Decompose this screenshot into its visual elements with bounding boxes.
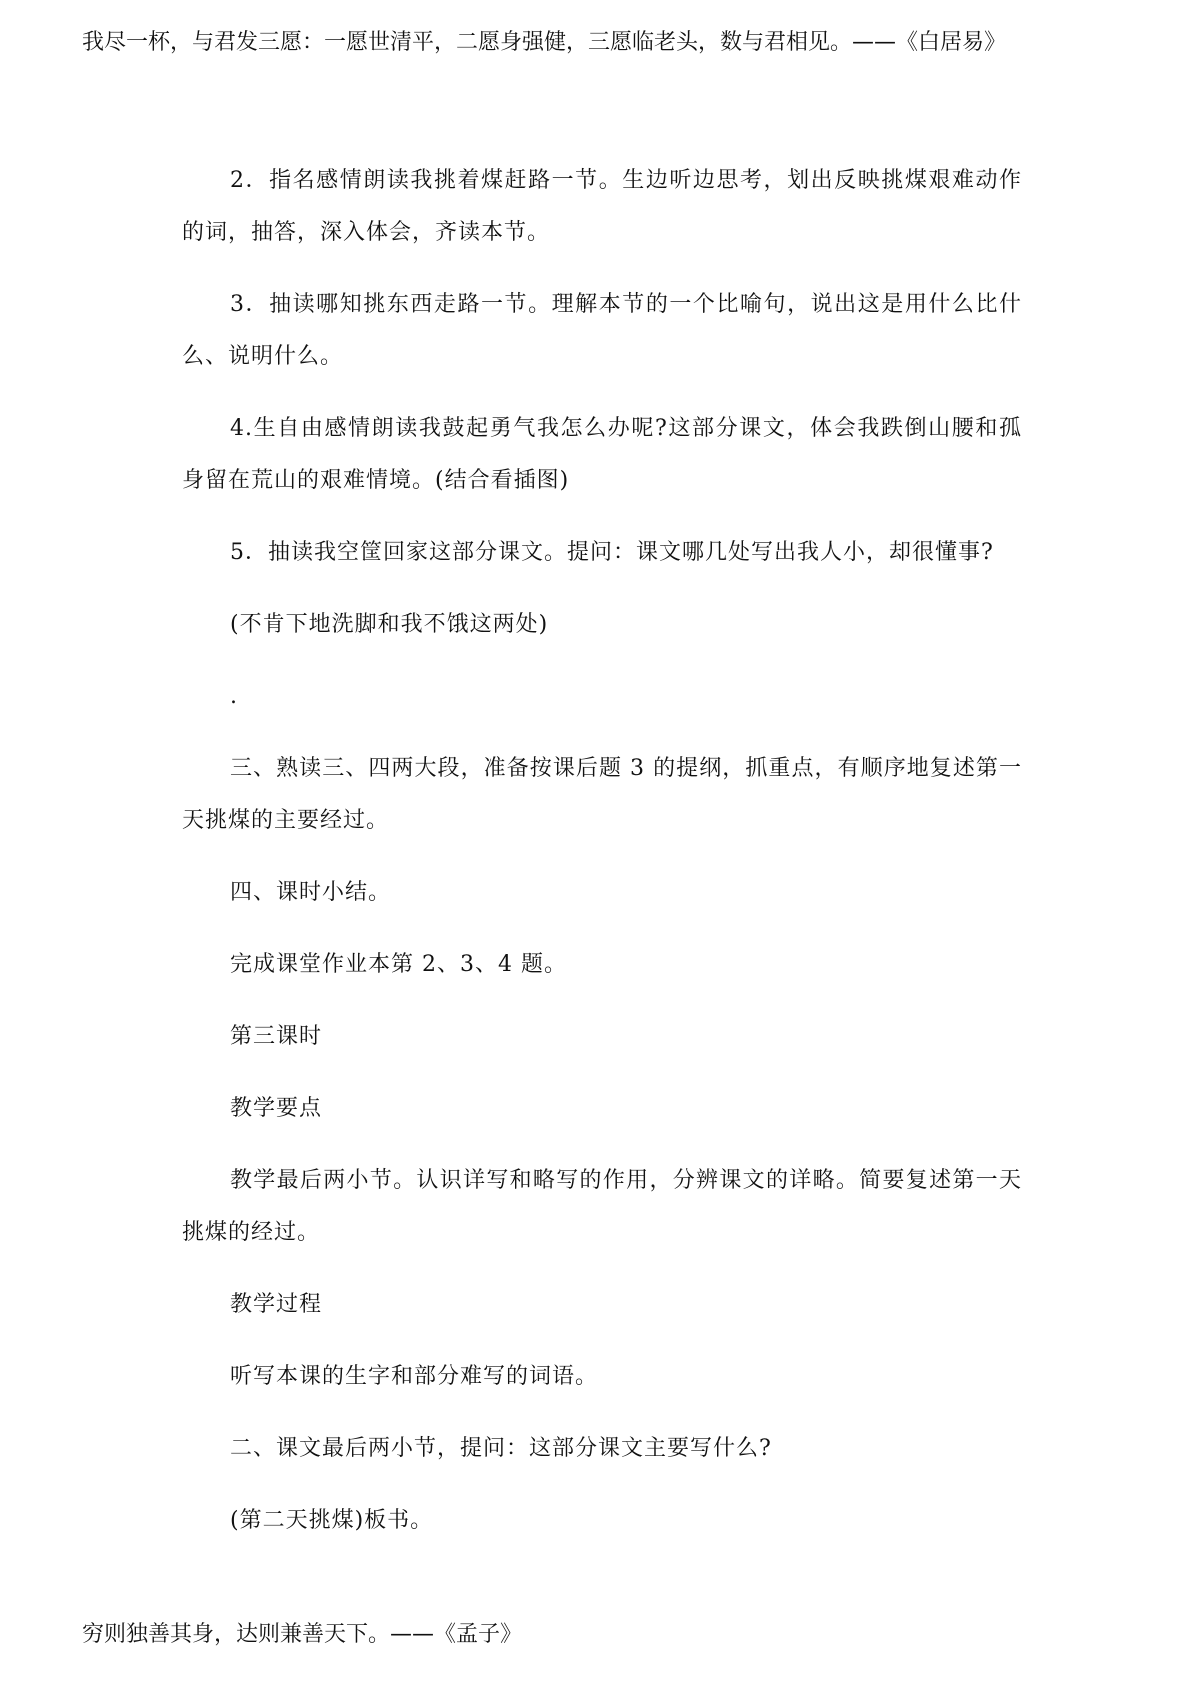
section-heading: 教学过程 xyxy=(230,1292,323,1317)
paragraph: 2．指名感情朗读我挑着煤赶路一节。生边听边思考，划出反映挑煤艰难动作的词，抽答，深入体会，齐读本节。 xyxy=(182,168,1022,245)
footer-quote: 穷则独善其身，达则兼善天下。——《孟子》 xyxy=(82,1622,523,1647)
paragraph: 4.生自由感情朗读我鼓起勇气我怎么办呢?这部分课文，体会我跌倒山腰和孤身留在荒山的艰难情境。(结合看插图) xyxy=(182,416,1022,493)
paragraph: 三、熟读三、四两大段，准备按课后题 3 的提纲，抓重点，有顺序地复述第一天挑煤的主要经过。 xyxy=(182,756,1022,833)
paragraph: 二、课文最后两小节，提问：这部分课文主要写什么? xyxy=(230,1436,772,1461)
document-body xyxy=(182,155,1022,1567)
paragraph: . xyxy=(230,684,238,709)
paragraph: 教学最后两小节。认识详写和略写的作用，分辨课文的详略。简要复述第一天挑煤的经过。 xyxy=(182,1168,1022,1245)
paragraph: 3．抽读哪知挑东西走路一节。理解本节的一个比喻句，说出这是用什么比什么、说明什么。 xyxy=(182,292,1022,369)
header-quote: 我尽一杯，与君发三愿：一愿世清平，二愿身强健，三愿临老头，数与君相见。——《白居易》 xyxy=(82,30,1007,55)
section-heading: 教学要点 xyxy=(230,1096,323,1121)
paragraph: 5．抽读我空筐回家这部分课文。提问：课文哪几处写出我人小，却很懂事? xyxy=(230,540,994,565)
paragraph: (不肯下地洗脚和我不饿这两处) xyxy=(230,612,549,637)
paragraph: 四、课时小结。 xyxy=(230,880,392,905)
section-heading: 第三课时 xyxy=(230,1024,323,1049)
paragraph: 完成课堂作业本第 2、3、4 题。 xyxy=(230,952,567,977)
paragraph: (第二天挑煤)板书。 xyxy=(230,1508,434,1533)
paragraph: 听写本课的生字和部分难写的词语。 xyxy=(230,1364,599,1389)
